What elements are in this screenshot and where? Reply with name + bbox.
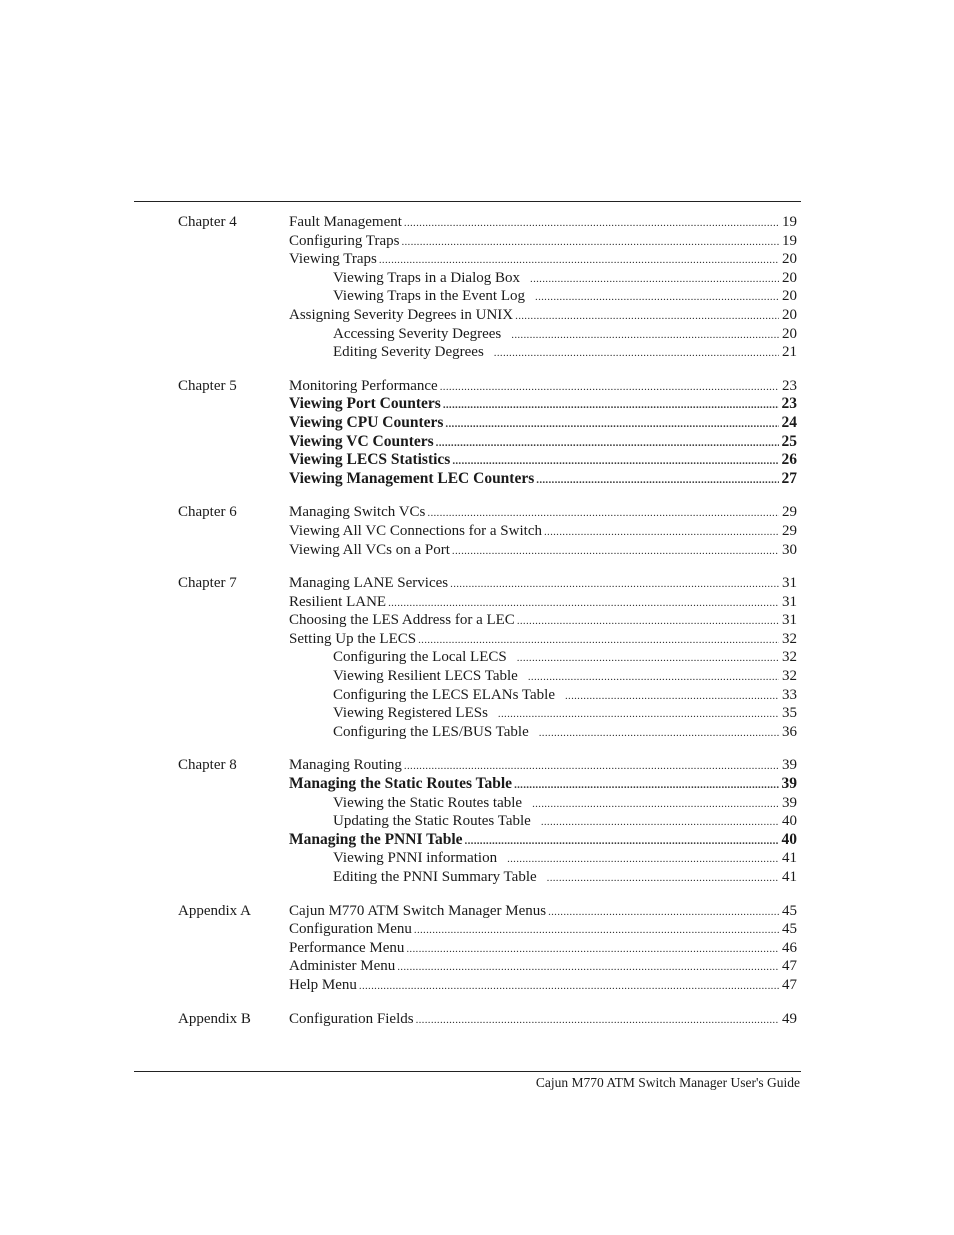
toc-page-number: 31	[782, 612, 797, 629]
toc-section	[0, 503, 954, 559]
toc-page-number: 20	[782, 269, 797, 286]
toc-page-number: 47	[782, 958, 797, 975]
toc-entry-title: Cajun M770 ATM Switch Manager Menus	[289, 902, 547, 919]
toc-entry-title: Assigning Severity Degrees in UNIX	[289, 306, 514, 323]
toc-entry-title: Viewing All VC Connections for a Switch	[289, 522, 542, 539]
toc-entry-title: Administer Menu	[289, 958, 396, 975]
dot-leader	[443, 396, 779, 414]
toc-entry-title: Configuring the LECS ELANs Table	[333, 686, 555, 703]
dot-leader	[452, 452, 778, 470]
toc-page-number: 20	[782, 325, 797, 342]
toc-subentry[interactable]	[333, 849, 797, 868]
toc-entry-title: Configuring the Local LECS	[333, 649, 507, 666]
chapter-label: Appendix A	[178, 902, 251, 919]
chapter-label: Chapter 7	[178, 575, 237, 592]
chapter-label: Chapter 6	[178, 504, 237, 521]
toc-entry-list	[0, 377, 954, 489]
dot-leader	[414, 921, 779, 939]
toc-page-number: 32	[782, 668, 797, 685]
toc-entry-title: Managing LANE Services	[289, 575, 449, 592]
dot-leader	[541, 813, 779, 831]
toc-entry-title: Managing the Static Routes Table	[289, 775, 513, 793]
toc-subentry[interactable]	[333, 343, 797, 362]
toc-section	[0, 1010, 954, 1029]
chapter-label: Chapter 5	[178, 377, 237, 394]
toc-page-number: 40	[781, 830, 797, 848]
toc-entry[interactable]	[289, 593, 797, 612]
toc-page-number: 45	[782, 902, 797, 919]
toc-entry[interactable]	[289, 470, 797, 489]
toc-subentry[interactable]	[333, 704, 797, 723]
toc-entry-title: Accessing Severity Degrees	[333, 325, 502, 342]
toc-entry-title: Viewing PNNI information	[333, 850, 498, 867]
toc-page-number: 29	[782, 522, 797, 539]
toc-page-number: 49	[782, 1010, 797, 1027]
dot-leader	[515, 307, 779, 325]
toc-page-number: 35	[782, 705, 797, 722]
toc-entry-title: Viewing Registered LESs	[333, 705, 488, 722]
dot-leader	[401, 233, 779, 251]
toc-entry[interactable]	[289, 522, 797, 541]
toc-entry-title: Managing the PNNI Table	[289, 830, 463, 848]
toc-page-number: 47	[782, 976, 797, 993]
toc-page-number: 30	[782, 541, 797, 558]
toc-entry-title: Viewing VC Counters	[289, 432, 434, 450]
toc-entry[interactable]	[289, 306, 797, 325]
toc-subentry[interactable]	[333, 269, 797, 288]
dot-leader	[548, 903, 779, 921]
toc-entry[interactable]	[289, 451, 797, 470]
dot-leader	[517, 649, 779, 667]
dot-leader	[397, 958, 779, 976]
toc-page-number: 40	[782, 813, 797, 830]
dot-leader	[539, 724, 779, 742]
toc-page-number: 31	[782, 593, 797, 610]
chapter-label: Chapter 4	[178, 214, 237, 230]
dot-leader	[404, 757, 779, 775]
toc-entry-title: Resilient LANE	[289, 593, 387, 610]
toc-subentry[interactable]	[333, 794, 797, 813]
toc-page-number: 31	[782, 575, 797, 592]
toc-page-number: 27	[781, 469, 797, 487]
table-of-contents	[0, 213, 954, 1043]
toc-entry-title: Updating the Static Routes Table	[333, 813, 531, 830]
toc-entry-title: Viewing Traps in a Dialog Box	[333, 269, 521, 286]
toc-entry[interactable]	[289, 957, 797, 976]
toc-entry-list	[0, 503, 954, 559]
dot-leader	[450, 575, 779, 593]
toc-subentry[interactable]	[333, 812, 797, 831]
toc-entry-title: Configuring Traps	[289, 232, 400, 249]
toc-entry-list	[0, 756, 954, 886]
toc-page-number: 23	[782, 377, 797, 394]
toc-entry-title: Viewing Management LEC Counters	[289, 469, 535, 487]
dot-leader	[404, 214, 779, 232]
chapter-label: Chapter 8	[178, 757, 237, 774]
toc-entry[interactable]	[289, 574, 797, 593]
toc-subentry[interactable]	[333, 287, 797, 306]
toc-entry-title: Fault Management	[289, 214, 402, 230]
toc-entry-title: Viewing CPU Counters	[289, 413, 444, 431]
toc-entry-list	[0, 1010, 954, 1029]
toc-entry[interactable]	[289, 902, 797, 921]
dot-leader	[452, 542, 779, 560]
toc-entry[interactable]	[289, 395, 797, 414]
toc-entry[interactable]	[289, 503, 797, 522]
toc-entry[interactable]	[289, 377, 797, 396]
dot-leader	[528, 668, 779, 686]
dot-leader	[416, 1011, 779, 1029]
toc-page-number: 41	[782, 869, 797, 885]
toc-entry[interactable]	[289, 630, 797, 649]
dot-leader	[445, 415, 778, 433]
top-rule	[134, 201, 801, 202]
toc-entry[interactable]	[289, 775, 797, 794]
toc-page-number: 39	[781, 775, 797, 793]
toc-subentry[interactable]	[333, 325, 797, 344]
toc-entry-title: Managing Routing	[289, 757, 402, 774]
toc-entry-title: Configuration Fields	[289, 1010, 414, 1027]
dot-leader	[379, 251, 779, 269]
dot-leader	[406, 940, 779, 958]
toc-entry[interactable]	[289, 1010, 797, 1029]
toc-entry-title: Viewing LECS Statistics	[289, 451, 451, 469]
toc-page-number: 41	[782, 850, 797, 867]
dot-leader	[547, 869, 779, 887]
toc-entry-list	[0, 902, 954, 995]
toc-page-number: 45	[782, 921, 797, 938]
toc-entry-title: Viewing the Static Routes table	[333, 794, 523, 811]
toc-page-number: 19	[782, 214, 797, 230]
toc-subentry[interactable]	[333, 686, 797, 705]
toc-entry-title: Setting Up the LECS	[289, 630, 417, 647]
toc-entry[interactable]	[289, 976, 797, 995]
dot-leader	[511, 326, 779, 344]
chapter-label: Appendix B	[178, 1010, 251, 1027]
dot-leader	[359, 977, 779, 995]
toc-entry[interactable]	[289, 433, 797, 452]
toc-page-number: 26	[781, 451, 797, 469]
dot-leader	[440, 378, 779, 396]
toc-subentry[interactable]	[333, 868, 797, 887]
toc-entry-title: Configuration Menu	[289, 921, 412, 938]
dot-leader	[436, 434, 779, 452]
toc-entry[interactable]	[289, 250, 797, 269]
toc-entry-title: Viewing All VCs on a Port	[289, 541, 450, 558]
bottom-rule	[134, 1071, 801, 1072]
toc-entry-title: Help Menu	[289, 976, 357, 993]
toc-entry[interactable]	[289, 611, 797, 630]
toc-page-number: 21	[782, 344, 797, 361]
dot-leader	[535, 288, 779, 306]
toc-page-number: 39	[782, 757, 797, 774]
toc-page-number: 39	[782, 794, 797, 811]
toc-subentry[interactable]	[333, 648, 797, 667]
toc-page-number: 36	[782, 723, 797, 740]
toc-entry-title: Performance Menu	[289, 939, 405, 956]
toc-page-number: 32	[782, 649, 797, 666]
toc-entry[interactable]	[289, 831, 797, 850]
toc-page-number: 19	[782, 232, 797, 249]
dot-leader	[498, 705, 779, 723]
toc-page-number: 33	[782, 686, 797, 703]
dot-leader	[532, 795, 779, 813]
dot-leader	[427, 504, 779, 522]
dot-leader	[507, 850, 779, 868]
toc-entry[interactable]	[289, 939, 797, 958]
toc-entry-title: Viewing Resilient LECS Table	[333, 668, 518, 685]
toc-entry-title: Monitoring Performance	[289, 377, 438, 394]
toc-section	[0, 574, 954, 741]
toc-page-number: 20	[782, 288, 797, 305]
dot-leader	[494, 344, 779, 362]
toc-entry-title: Viewing Traps in the Event Log	[333, 288, 526, 305]
dot-leader	[517, 612, 779, 630]
footer-guide-title: Cajun M770 ATM Switch Manager User's Guide	[535, 1075, 800, 1090]
toc-entry-title: Editing the PNNI Summary Table	[333, 869, 537, 885]
toc-entry-list	[0, 574, 954, 741]
toc-entry-title: Viewing Traps	[289, 251, 377, 268]
toc-entry[interactable]	[289, 414, 797, 433]
toc-page-number: 20	[782, 306, 797, 323]
dot-leader	[418, 631, 779, 649]
toc-section	[0, 756, 954, 886]
toc-entry[interactable]	[289, 232, 797, 251]
toc-page-number: 29	[782, 504, 797, 521]
dot-leader	[388, 594, 779, 612]
toc-entry-title: Managing Switch VCs	[289, 504, 426, 521]
toc-page-number: 20	[782, 251, 797, 268]
dot-leader	[544, 523, 779, 541]
toc-entry-title: Viewing Port Counters	[289, 395, 441, 413]
toc-page-number: 25	[781, 432, 797, 450]
toc-entry[interactable]	[289, 213, 797, 232]
toc-entry-title: Editing Severity Degrees	[333, 344, 484, 361]
dot-leader	[565, 687, 779, 705]
dot-leader	[536, 471, 778, 489]
toc-page-number: 46	[782, 939, 797, 956]
toc-entry[interactable]	[289, 756, 797, 775]
toc-entry[interactable]	[289, 541, 797, 560]
dot-leader	[530, 270, 779, 288]
toc-subentry[interactable]	[333, 667, 797, 686]
toc-entry[interactable]	[289, 920, 797, 939]
toc-section	[0, 377, 954, 489]
dot-leader	[514, 776, 778, 794]
toc-page-number: 23	[781, 395, 797, 413]
dot-leader	[465, 832, 779, 850]
toc-subentry[interactable]	[333, 723, 797, 742]
toc-section	[0, 213, 954, 362]
toc-page-number: 24	[781, 413, 797, 431]
toc-entry-title: Configuring the LES/BUS Table	[333, 723, 529, 740]
toc-entry-title: Choosing the LES Address for a LEC	[289, 612, 515, 629]
toc-section	[0, 902, 954, 995]
toc-page-number: 32	[782, 630, 797, 647]
toc-entry-list	[0, 213, 954, 362]
